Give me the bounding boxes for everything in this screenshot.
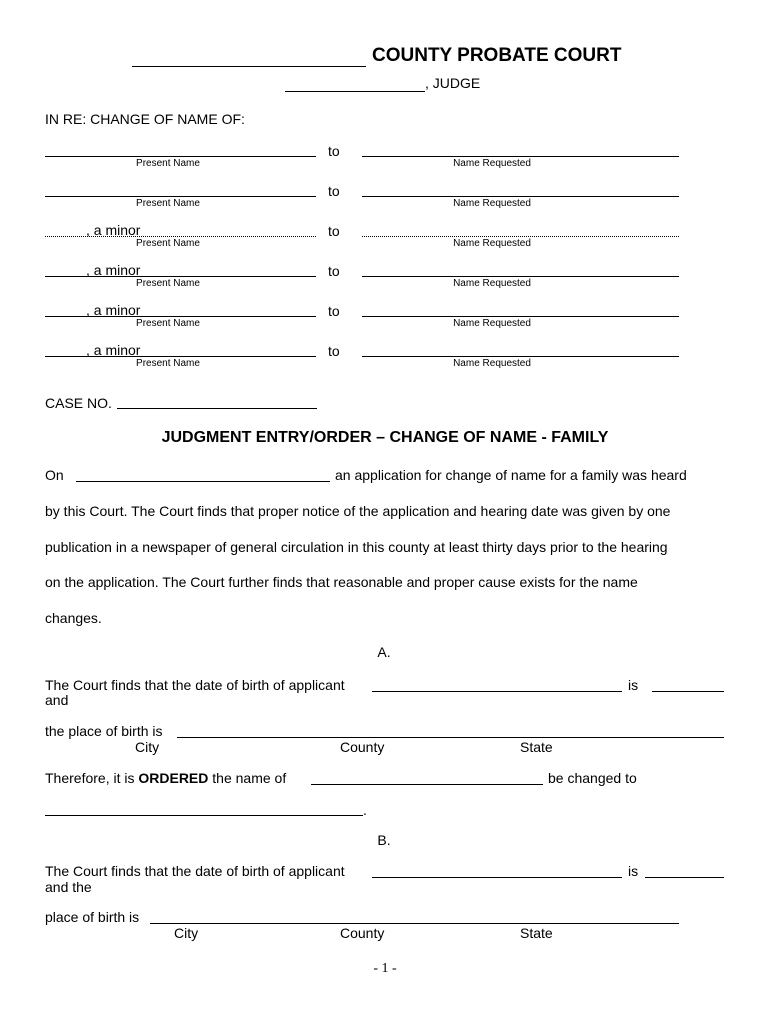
section-b-heading: B. xyxy=(377,832,391,848)
present-name-caption: Present Name xyxy=(136,238,200,249)
section-b-is-label: is xyxy=(628,863,639,879)
section-a-state-caption: State xyxy=(520,739,553,755)
section-a-ordered-sentence xyxy=(45,770,286,786)
minor-prefix: , a minor xyxy=(86,342,141,358)
requested-name-line[interactable] xyxy=(362,196,679,197)
paragraph-line-1: an application for change of name for a family was heard xyxy=(335,467,687,483)
court-title: COUNTY PROBATE COURT xyxy=(372,45,622,66)
paragraph-line-4: on the application. The Court further finds that reasonable and proper cause exists for the name xyxy=(45,574,638,590)
present-name-caption: Present Name xyxy=(136,158,200,169)
minor-prefix: , a minor xyxy=(86,302,141,318)
requested-name-line[interactable] xyxy=(362,236,679,237)
section-a-is-line[interactable] xyxy=(652,691,724,692)
section-a-is-label: is xyxy=(628,677,639,693)
requested-name-caption: Name Requested xyxy=(453,278,531,289)
case-no-line[interactable] xyxy=(117,408,317,409)
section-a-old-name-line[interactable] xyxy=(311,784,543,785)
present-name-line[interactable] xyxy=(45,196,316,197)
section-b-is-line[interactable] xyxy=(645,877,724,878)
ordered-suffix: the name of xyxy=(208,770,287,786)
section-b-state-caption: State xyxy=(520,925,553,941)
ordered-keyword: ORDERED xyxy=(138,770,209,786)
section-a-period: . xyxy=(363,802,367,818)
case-no-label: CASE NO. xyxy=(45,395,112,411)
section-b-dob-line[interactable] xyxy=(372,877,622,878)
requested-name-caption: Name Requested xyxy=(453,318,531,329)
present-name-line[interactable] xyxy=(45,156,316,157)
present-name-caption: Present Name xyxy=(136,318,200,329)
present-name-caption: Present Name xyxy=(136,278,200,289)
paragraph-line-2: by this Court. The Court finds that proper notice of the application and hearing date was given by one xyxy=(45,503,671,519)
to-label: to xyxy=(328,183,340,199)
section-b-pob-line[interactable] xyxy=(150,923,679,924)
page-number: - 1 - xyxy=(373,961,397,976)
section-a-county-caption: County xyxy=(340,739,385,755)
present-name-caption: Present Name xyxy=(136,198,200,209)
county-name-line[interactable] xyxy=(132,66,366,67)
to-label: to xyxy=(328,263,340,279)
to-label: to xyxy=(328,143,340,159)
requested-name-caption: Name Requested xyxy=(453,158,531,169)
requested-name-caption: Name Requested xyxy=(453,198,531,209)
to-label: to xyxy=(328,343,340,359)
minor-prefix: , a minor xyxy=(86,222,141,238)
in-re-label: IN RE: CHANGE OF NAME OF: xyxy=(45,111,245,127)
paragraph-line-3: publication in a newspaper of general circulation in this county at least thirty days prior to the hearing xyxy=(45,539,668,555)
section-b-dob-text: The Court finds that the date of birth of applicant xyxy=(45,863,345,879)
ordered-prefix: Therefore, it is xyxy=(45,770,139,786)
judge-label: , JUDGE xyxy=(425,75,481,91)
section-a-dob-line[interactable] xyxy=(372,691,622,692)
requested-name-line[interactable] xyxy=(362,316,679,317)
requested-name-caption: Name Requested xyxy=(453,358,531,369)
section-b-city-caption: City xyxy=(174,925,199,941)
section-a-pob-text: the place of birth is xyxy=(45,723,163,739)
section-a-new-name-line[interactable] xyxy=(45,815,363,816)
judgment-title: JUDGMENT ENTRY/ORDER – CHANGE OF NAME - FAMILY xyxy=(161,429,609,446)
section-b-pob-text: place of birth is xyxy=(45,909,140,925)
section-a-and-label: and xyxy=(45,692,69,708)
paragraph-line-5: changes. xyxy=(45,610,102,626)
to-label: to xyxy=(328,303,340,319)
section-a-heading: A. xyxy=(377,644,391,660)
minor-prefix: , a minor xyxy=(86,262,141,278)
section-b-and-label: and the xyxy=(45,879,92,895)
section-a-city-caption: City xyxy=(135,739,160,755)
judge-name-line[interactable] xyxy=(285,91,425,92)
on-label: On xyxy=(45,467,64,483)
section-a-dob-text: The Court finds that the date of birth of applicant xyxy=(45,677,345,693)
requested-name-line[interactable] xyxy=(362,356,679,357)
hearing-date-line[interactable] xyxy=(76,481,330,482)
requested-name-line[interactable] xyxy=(362,276,679,277)
to-label: to xyxy=(328,223,340,239)
requested-name-caption: Name Requested xyxy=(453,238,531,249)
section-b-county-caption: County xyxy=(340,925,385,941)
section-a-pob-line[interactable] xyxy=(177,737,724,738)
section-a-changed-to: be changed to xyxy=(548,770,637,786)
requested-name-line[interactable] xyxy=(362,156,679,157)
present-name-caption: Present Name xyxy=(136,358,200,369)
